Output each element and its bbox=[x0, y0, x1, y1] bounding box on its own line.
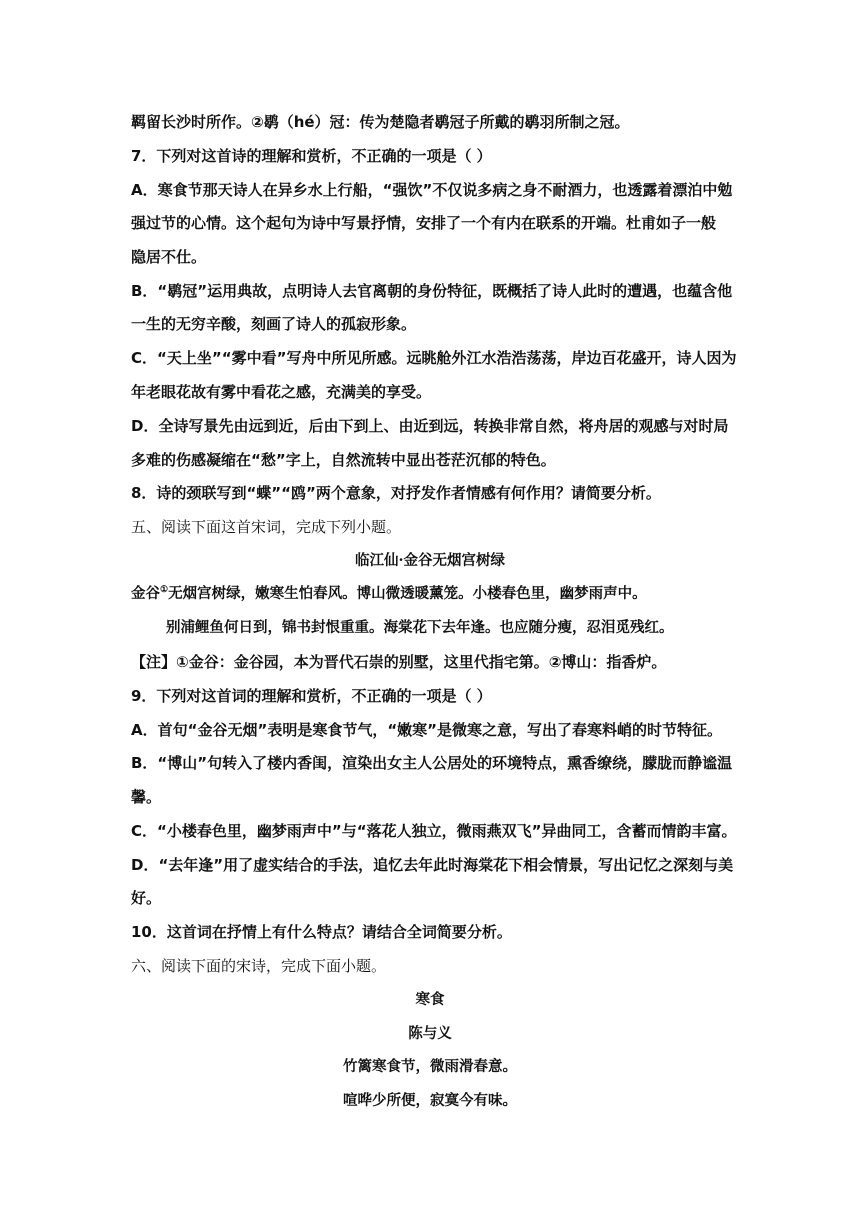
q7-option-d-line1: D．全诗写景先由远到近，后由下到上、由近到远，转换非常自然，将舟居的观感与对时局 bbox=[131, 417, 729, 435]
q7-option-a-line3: 隐居不仕。 bbox=[131, 248, 207, 266]
ci-note: 【注】①金谷：金谷园，本为晋代石崇的别墅，这里代指宅第。②博山：指香炉。 bbox=[131, 653, 667, 671]
section-5-heading: 五、阅读下面这首宋词，完成下列小题。 bbox=[131, 518, 402, 536]
q9-option-b-line1: B．“博山”句转入了楼内香闺，渲染出女主人公居处的环境特点，熏香缭绕，朦胧而静谧温 bbox=[131, 754, 733, 772]
q7-option-c-line1: C．“天上坐”“雾中看”写舟中所见所感。远眺舱外江水浩浩荡荡，岸边百花盛开，诗人因为 bbox=[131, 349, 737, 367]
q9-option-b-line2: 馨。 bbox=[131, 788, 162, 806]
poem-line-2: 喧哗少所便，寂寞今有味。 bbox=[343, 1092, 517, 1109]
question-7: 7．下列对这首诗的理解和赏析，不正确的一项是（ ） bbox=[131, 147, 492, 165]
q7-option-a-line1: A．寒食节那天诗人在异乡水上行船，“强饮”不仅说多病之身不耐酒力，也透露着漂泊中勉 bbox=[131, 181, 733, 199]
section-6-heading: 六、阅读下面的宋诗，完成下面小题。 bbox=[131, 957, 387, 975]
q7-option-b-line1: B．“鹖冠”运用典故，点明诗人去官离朝的身份特征，既概括了诗人此时的遭遇，也蕴含他 bbox=[131, 282, 733, 300]
ci-footnote-mark: ① bbox=[160, 585, 169, 596]
question-9: 9．下列对这首词的理解和赏析，不正确的一项是（ ） bbox=[131, 687, 492, 705]
q7-option-a-line2: 强过节的心情。这个起句为诗中写景抒情，安排了一个有内在联系的开端。杜甫如子一般 bbox=[131, 214, 717, 232]
poem-title: 寒食 bbox=[415, 991, 445, 1008]
q9-option-d-line1: D．“去年逢”用了虚实结合的手法，追忆去年此时海棠花下相会情景，写出记忆之深刻与美 bbox=[131, 856, 734, 874]
ci-line-1-start: 金谷 bbox=[131, 585, 160, 602]
q7-option-c-line2: 年老眼花故有雾中看花之感，充满美的享受。 bbox=[131, 383, 432, 401]
q9-option-c: C．“小楼春色里，幽梦雨声中”与“落花人独立，微雨燕双飞”异曲同工，含蓄而情韵丰富。 bbox=[131, 822, 737, 840]
ci-line-1-rest: 无烟宫树绿，嫩寒生怕春风。博山微透暖薰笼。小楼春色里，幽梦雨声中。 bbox=[168, 585, 647, 602]
ci-title: 临江仙·金谷无烟宫树绿 bbox=[354, 552, 506, 569]
poem-author: 陈与义 bbox=[408, 1025, 452, 1042]
q7-option-d-line2: 多难的伤感凝缩在“愁”字上，自然流转中显出苍茫沉郁的特色。 bbox=[131, 451, 556, 469]
q7-option-b-line2: 一生的无穷辛酸，刻画了诗人的孤寂形象。 bbox=[131, 315, 417, 333]
poem-line-1: 竹篱寒食节，微雨滑春意。 bbox=[343, 1058, 517, 1075]
ci-line-2: 别浦鲤鱼何日到，锦书封恨重重。海棠花下去年逢。也应随分瘦，忍泪觅残红。 bbox=[166, 619, 674, 636]
question-8: 8．诗的颈联写到“蝶”“鸥”两个意象，对抒发作者情感有何作用？请简要分析。 bbox=[131, 484, 661, 502]
q9-option-d-line2: 好。 bbox=[131, 889, 162, 907]
question-10: 10．这首词在抒情上有什么特点？请结合全词简要分析。 bbox=[131, 923, 512, 941]
ci-line-1 bbox=[131, 584, 741, 604]
q9-option-a: A．首句“金谷无烟”表明是寒食节气，“嫩寒”是微寒之意，写出了春寒料峭的时节特征。 bbox=[131, 721, 723, 739]
footnote-continuation: 羁留长沙时所作。②鹖（hé）冠：传为楚隐者鹖冠子所戴的鹖羽所制之冠。 bbox=[131, 113, 630, 131]
